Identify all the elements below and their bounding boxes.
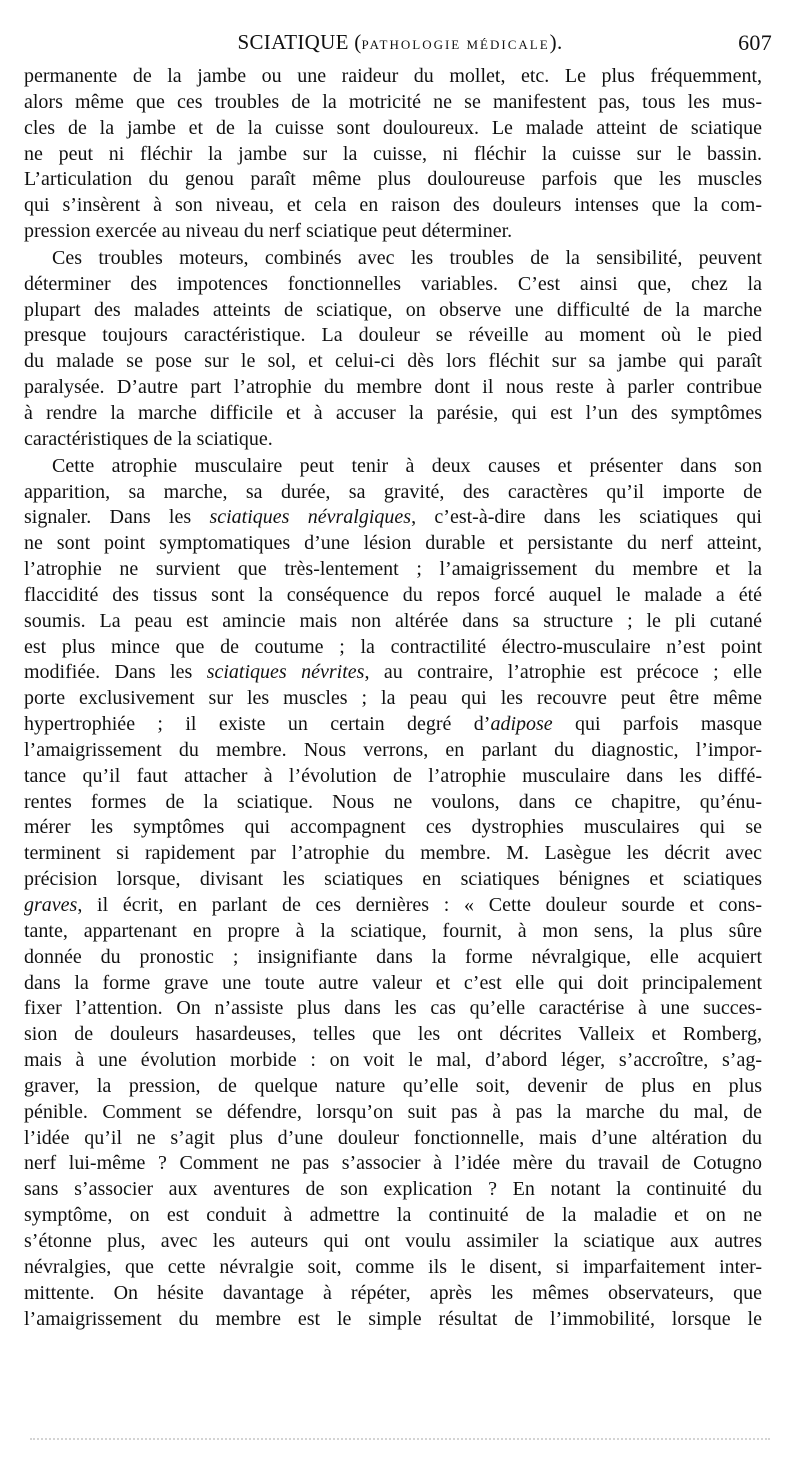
text-line: pression exercée au niveau du nerf sciatique peut déterminer. — [24, 220, 513, 243]
text-line: donnée du pronostic ; insignifiante dans la forme névralgique, elle acquiert — [24, 945, 762, 968]
text-line: cles de la jambe et de la cuisse sont douloureux. Le malade atteint de sciatique — [24, 116, 762, 139]
text-line: l’amaigrissement du membre est le simple résultat de l’immobilité, lorsque le — [24, 1307, 762, 1330]
text-line: modifiée. Dans les sciatiques névrites, au contraire, l’atrophie est précoce ; elle — [24, 661, 763, 684]
text-line: plupart des malades atteints de sciatique, on observe une difficulté de la marche — [24, 298, 762, 321]
text-line: pénible. Comment se défendre, lorsqu’on suit pas à pas la marche du mal, de — [24, 1100, 762, 1123]
text-line: signaler. Dans les sciatiques névralgiques, c’est-à-dire dans les sciatiques qui — [24, 506, 762, 529]
paragraph — [24, 246, 762, 453]
text-line: qui s’insèrent à son niveau, et cela en raison des douleurs intenses que la com- — [24, 194, 762, 217]
running-title-main: SCIATIQUE ( — [237, 30, 362, 54]
italic-term: sciatiques névrites — [206, 661, 365, 684]
text-line: tante, appartenant en propre à la sciatique, fournit, à mon sens, la plus sûre — [24, 919, 762, 942]
text-line: paralysée. D’autre part l’atrophie du membre dont il nous reste à parler contribue — [24, 376, 762, 399]
text-line: névralgies, que cette névralgie soit, comme ils le disent, si imparfaitement inter- — [24, 1255, 762, 1278]
text-line: apparition, sa marche, sa durée, sa gravité, des caractères qu’il importe de — [24, 480, 762, 503]
text-line: graver, la pression, de quelque nature qu’elle soit, devenir de plus en plus — [24, 1074, 762, 1097]
paragraph — [24, 454, 762, 1333]
text-line: est plus mince que de coutume ; la contractilité électro-musculaire n’est point — [24, 635, 762, 658]
text-line: terminent si rapidement par l’atrophie du membre. M. Lasègue les décrit avec — [24, 842, 762, 865]
text-line: à rendre la marche difficile et à accuser la parésie, qui est l’un des symptômes — [24, 401, 762, 424]
text-line: permanente de la jambe ou une raideur du mollet, etc. Le plus fréquemment, — [24, 65, 762, 87]
running-title-end: ). — [549, 30, 563, 54]
paragraph — [24, 64, 762, 245]
text-line: symptôme, on est conduit à admettre la continuité de la maladie et on ne — [24, 1204, 762, 1227]
text-line: précision lorsque, divisant les sciatiques en sciatiques bénignes et sciatiques — [24, 868, 762, 891]
italic-term: adipose — [490, 713, 553, 736]
text-line: fixer l’attention. On n’assiste plus dans les cas qu’elle caractérise à une succes- — [24, 997, 762, 1020]
page-number: 607 — [738, 30, 772, 55]
text-line: Ces troubles moteurs, combinés avec les troubles de la sensibilité, peuvent — [52, 246, 762, 269]
text-line: ne sont point symptomatiques d’une lésion durable et persistante du nerf atteint, — [24, 532, 762, 555]
text-line: ne peut ni fléchir la jambe sur la cuisse, ni fléchir la cuisse sur le bassin. — [24, 142, 762, 165]
text-line: flaccidité des tissus sont la conséquence du repos forcé auquel le malade a été — [24, 583, 762, 606]
text-line: porte exclusivement sur les muscles ; la peau qui les recouvre peut être même — [24, 687, 762, 710]
text-line: L’articulation du genou paraît même plus douloureuse parfois que les muscles — [24, 168, 762, 191]
text-line: caractéristiques de la sciatique. — [24, 427, 273, 450]
text-line: mérer les symptômes qui accompagnent ces dystrophies musculaires qui se — [24, 816, 762, 839]
text-line: tance qu’il faut attacher à l’évolution de l’atrophie musculaire dans les diffé- — [24, 764, 762, 787]
text-line: l’amaigrissement du membre. Nous verrons, en parlant du diagnostic, l’impor- — [24, 738, 762, 761]
text-line: rentes formes de la sciatique. Nous ne voulons, dans ce chapitre, qu’énu- — [24, 790, 762, 813]
text-line: l’atrophie ne survient que très-lentement ; l’amaigrissement du membre et la — [24, 558, 762, 581]
text-line: mittente. On hésite davantage à répéter, après les mêmes observateurs, que — [24, 1281, 762, 1304]
text-line: alors même que ces troubles de la motricité ne se manifestent pas, tous les mus- — [24, 90, 762, 113]
text-line: mais à une évolution morbide : on voit le mal, d’abord léger, s’accroître, s’ag- — [24, 1049, 762, 1072]
text-line: graves, il écrit, en parlant de ces dernières : « Cette douleur sourde et cons- — [24, 894, 762, 916]
body-text — [24, 64, 762, 1332]
running-head — [28, 30, 772, 62]
text-line: du malade se pose sur le sol, et celui-ci dès lors fléchit sur sa jambe qui paraît — [24, 350, 762, 373]
text-line: presque toujours caractéristique. La douleur se réveille au moment où le pied — [24, 324, 762, 347]
text-line: l’idée qu’il ne s’agit plus d’une douleur fonctionnelle, mais d’une altération du — [24, 1126, 762, 1149]
text-line: dans la forme grave une toute autre valeur et c’est elle qui doit principalement — [24, 971, 762, 994]
text-line: hypertrophiée ; il existe un certain degré d’adipose qui parfois masque — [24, 713, 762, 736]
italic-term: graves — [24, 894, 78, 916]
text-line: déterminer des impotences fonctionnelles variables. C’est ainsi que, chez la — [24, 272, 762, 295]
italic-term: sciatiques névralgiques — [209, 506, 412, 529]
text-line: soumis. La peau est amincie mais non altérée dans sa structure ; le pli cutané — [24, 609, 762, 632]
running-title — [28, 30, 772, 55]
running-title-subsection: PATHOLOGIE MÉDICALE — [361, 37, 550, 52]
text-line: sans s’associer aux aventures de son explication ? En notant la continuité du — [24, 1178, 762, 1201]
page-bottom-smudge — [30, 1438, 770, 1446]
text-line: sion de douleurs hasardeuses, telles que les ont décrites Valleix et Romberg, — [24, 1023, 762, 1046]
text-line: Cette atrophie musculaire peut tenir à deux causes et présenter dans son — [52, 454, 762, 477]
text-line: s’étonne plus, avec les auteurs qui ont voulu assimiler la sciatique aux autres — [24, 1229, 762, 1252]
text-line: nerf lui-même ? Comment ne pas s’associer à l’idée mère du travail de Cotugno — [24, 1152, 762, 1175]
